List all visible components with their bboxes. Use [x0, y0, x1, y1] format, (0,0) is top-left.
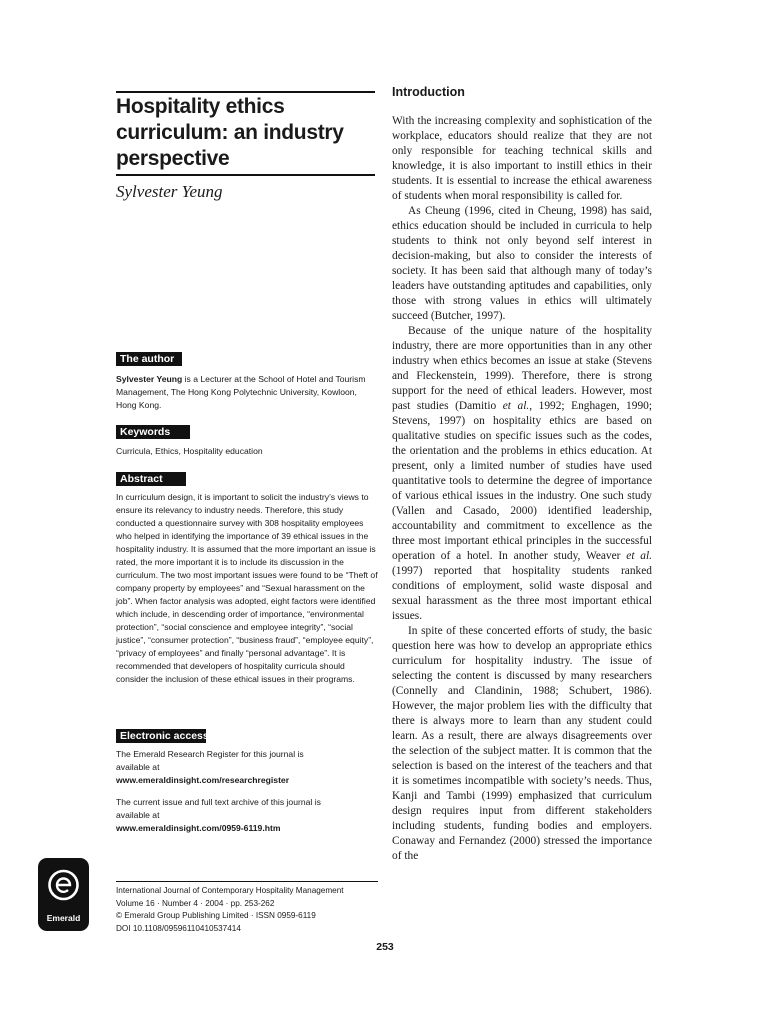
page-number: 253: [376, 941, 394, 953]
emerald-logo-icon: [46, 866, 81, 906]
access-text-2: The current issue and full text archive of this journal is available at: [116, 797, 321, 820]
title-line-3: perspective: [116, 147, 230, 170]
article-author: Sylvester Yeung: [116, 182, 223, 201]
paragraph-1: With the increasing complexity and sophistication of the workplace, educators should realize that they are not only responsible for teaching technical skills and knowledge, it is also important to instill ethics in their students. It is essential to increase the ethical awareness of students when moral responsibility is called for.: [392, 115, 652, 202]
body-text: [392, 114, 652, 864]
journal-copyright: © Emerald Group Publishing Limited · ISSN 0959-6119: [116, 911, 316, 920]
paragraph-3-part-b: , 1992; Enghagen, 1990; Stevens, 1997) on hospitality ethics are based on qualitative studies on specific issues such as the codes, the orientation and the problems in ethics education. At present, only a limited number of studies have used quantitative tools to determine the degree of importance of various ethical issues in the industry. One such study (Vallen and Casado, 2000) identified leadership, accountability and commitment to excellence as the three most important ethical principles in the successful operation of a hotel. In another study, Weaver: [392, 400, 652, 562]
access-text-1: The Emerald Research Register for this journal is available at: [116, 749, 304, 772]
journal-info-rule: [116, 881, 378, 882]
keywords-list: Curricula, Ethics, Hospitality education: [116, 446, 263, 456]
paragraph-3-part-c: (1997) reported that hospitality students ranked conditions of employment, solid waste disposal and sexual harassment as the three most important ethical issues.: [392, 565, 652, 622]
journal-doi: DOI 10.1108/09596110410537414: [116, 923, 241, 933]
journal-volume: Volume 16 · Number 4 · 2004 · pp. 253-262: [116, 898, 275, 908]
author-bio-text: is a Lecturer at the School of Hotel and Tourism Management, The Hong Kong Polytechnic University, Kowloon, Hong Kong.: [116, 374, 366, 410]
paragraph-3: [392, 324, 652, 624]
access-url-2[interactable]: www.emeraldinsight.com/0959-6119.htm: [116, 823, 281, 833]
paragraph-3-part-a: Because of the unique nature of the hospitality industry, there are more opportunities than in any other industry when ethics becomes an issue at stake (Stevens and Fleckenstein, 1999). Therefore, there is strong support for the need of ethical leaders. However, most past studies (Damitio: [392, 325, 652, 412]
title-top-rule: [116, 91, 375, 93]
author-section-label: The author: [116, 352, 182, 366]
title-bottom-rule: [116, 174, 375, 176]
keywords-section: [116, 425, 378, 458]
article-title: [116, 94, 378, 172]
abstract-section: [116, 472, 378, 686]
title-line-2: curriculum: an industry: [116, 121, 344, 144]
author-bio: [116, 373, 378, 412]
abstract-text: In curriculum design, it is important to solicit the industry’s views to ensure its relevancy to industry needs. Therefore, this study conducted a questionnaire survey with 308 hospitality employees who helped in identifying the importance of 39 ethical issues in the hospitality industry. It is assumed that the more important an issue is rated, the more important it is to include its discussion in the curriculum. The two most important issues were found to be “Theft of company property by employees” and “Sexual harassment on the job”. When factor analysis was adopted, eight factors were identified which include, in descending order of importance, “environmental protection”, “social conscience and employee integrity”, “social justice”, “consumer protection”, “business fraud”, “employee equity”, “privacy of employees” and finally “personal advantage”. It is recommended that developers of hospitality curricula should consider the inclusion of these ethical issues in their programs.: [116, 492, 378, 684]
emerald-logo-text: Emerald: [46, 913, 81, 923]
journal-info: [116, 885, 378, 935]
emerald-logo: [38, 858, 89, 931]
access-url-1[interactable]: www.emeraldinsight.com/researchregister: [116, 775, 290, 785]
section-heading: Introduction: [392, 85, 465, 99]
title-line-1: Hospitality ethics: [116, 95, 285, 118]
author-bio-name: Sylvester Yeung: [116, 374, 183, 384]
paragraph-3-etal-1: et al.: [502, 400, 530, 412]
keywords-section-label: Keywords: [116, 425, 190, 439]
abstract-section-label: Abstract: [116, 472, 186, 486]
paragraph-4: In spite of these concerted efforts of study, the basic question here was how to develop an appropriate ethics curriculum for hospitality industry. The issue of selecting the content is discussed by many researchers (Connelly and Clandinin, 1988; Schubert, 1986). However, the major problem lies with the difficulty that there is always more to learn than any student could learn. As a result, there are always disagreements over the selection of the subject matter. It is common that the selection is based on the interest of the teachers and that it is sometimes incompatible with society’s needs. Thus, Kanji and Tambi (1999) emphasized that curriculum design requires input from different stakeholders including students, funding bodies and employers. Conaway and Fernandez (2000) stressed the importance of the: [392, 625, 652, 862]
journal-name: International Journal of Contemporary Hospitality Management: [116, 886, 344, 895]
paragraph-2: As Cheung (1996, cited in Cheung, 1998) has said, ethics education should be included in curricula to help students to think not only beyond self interest in decision-making, but also to consider the interests of society. It has been said that although many of today’s leaders have outstanding aptitudes and capabilities, only those with strong values in ethics will ultimately succeed (Butcher, 1997).: [392, 205, 652, 322]
electronic-access-label: Electronic access: [116, 729, 206, 743]
paragraph-3-etal-2: et al.: [626, 550, 653, 562]
electronic-access-section: [116, 729, 378, 835]
author-section: [116, 352, 378, 412]
